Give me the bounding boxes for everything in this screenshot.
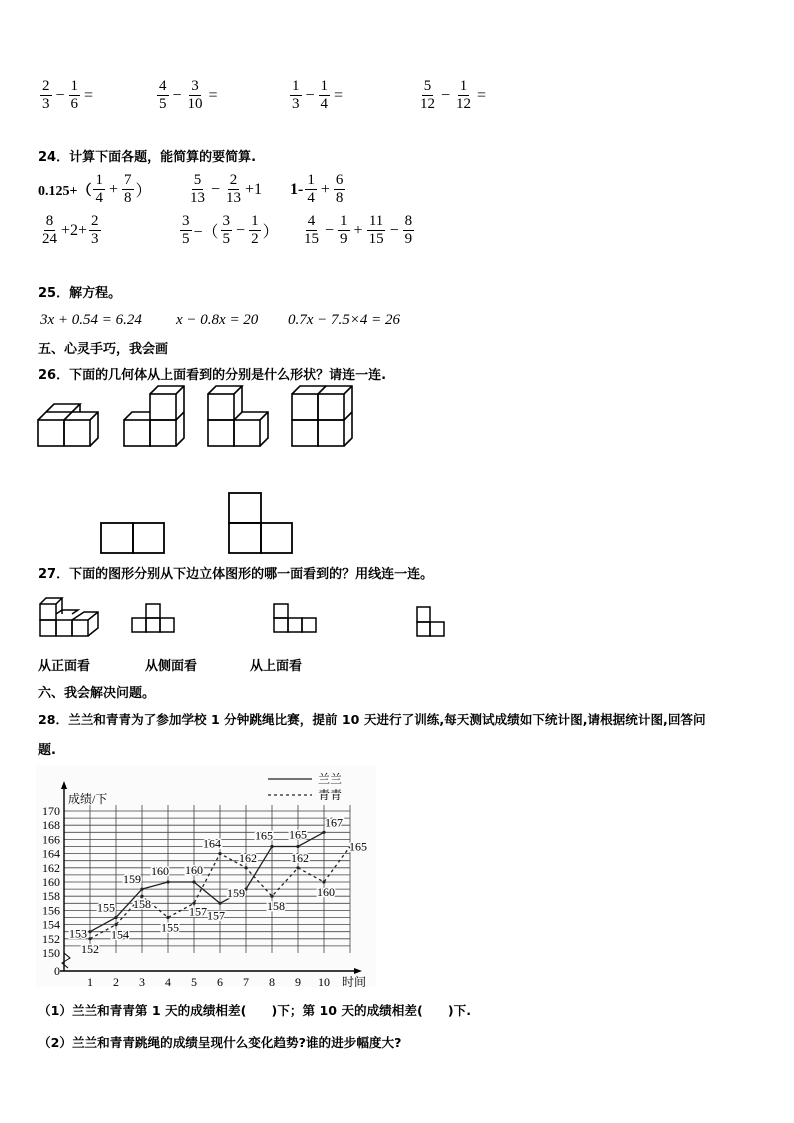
y-tick-label: 156 [42,903,60,918]
data-label: 167 [325,815,343,830]
y-tick-label: 152 [42,931,60,946]
y-tick-label-zero: 0 [54,964,60,978]
q25-title: 25．解方程。 [38,286,122,301]
data-point [270,895,273,898]
q26-top-views [98,490,298,556]
data-point [296,845,299,848]
x-tick-label: 10 [318,975,330,987]
fraction: $\frac{1}{6}$ [70,78,79,112]
q26-title: 26．下面的几何体从上面看到的分别是什么形状？请连一连. [38,368,387,383]
q24-expr-3: 1- $\frac{1}{4}$ + $\frac{6}{8}$ [290,172,344,206]
x-tick-label: 1 [87,975,93,987]
data-label: 165 [349,839,367,854]
q27-solid [40,598,98,636]
expr-2: $\frac{4}{5}$ − $\frac{3}{10}$ = [159,78,218,112]
equation-3: 0.7x − 7.5×4 = 26 [288,312,401,328]
x-tick-label: 2 [113,975,119,987]
axis-break [62,953,70,968]
q26-solids [34,385,364,455]
data-label: 155 [97,900,115,915]
data-point [114,923,117,926]
data-label: 160 [185,863,203,877]
data-point [218,852,221,855]
q27-view-2 [274,604,316,632]
q24-expr-4: $\frac{8}{24}$ +2+ $\frac{2}{3}$ [42,213,99,247]
section-5-heading: 五、心灵手巧，我会画 [38,342,169,357]
solid-4 [292,386,352,446]
q27-title: 27．下面的图形分别从下边立体图形的哪一面看到的？用线连一连。 [38,567,434,582]
q27-view-3 [417,607,444,636]
data-label: 159 [123,872,141,887]
q24-expr-5: $\frac{3}{5}$ −（ $\frac{3}{5}$ − $\frac{1}{2}$ ） [182,213,279,247]
data-label: 165 [289,827,307,842]
label-top-view: 从上面看 [250,659,303,674]
x-axis-label: 时间 [341,975,367,987]
q24-expr-6: $\frac{4}{15}$ − $\frac{1}{9}$ + $\frac{11}{15}$ − $\frac{8}{9}$ [304,213,413,247]
data-label: 157 [189,904,207,919]
data-label: 155 [161,920,179,935]
data-point [88,937,91,940]
data-point [114,916,117,919]
y-tick-label: 160 [42,875,60,889]
q24-title: 24．计算下面各题，能简算的要简算. [38,150,257,165]
data-point [270,845,273,848]
data-label: 158 [267,899,285,914]
y-tick-label: 170 [42,804,60,818]
q24-expr-1: 0.125+（ $\frac{1}{4}$ + $\frac{7}{8}$ ） [38,172,152,206]
data-point [296,866,299,869]
legend-label: 兰兰 [318,772,343,786]
y-axis-label: 成绩/下 [68,792,108,806]
equation-2: x − 0.8x = 20 [176,312,259,328]
data-label: 160 [151,864,169,878]
q24-expr-2: $\frac{5}{13}$ − $\frac{2}{13}$ +1 [190,172,263,206]
label-side-view: 从侧面看 [145,659,198,674]
x-tick-label: 6 [217,975,223,987]
x-axis-arrow [354,968,362,974]
label-front-view: 从正面看 [38,659,91,674]
q27-view-1 [132,604,174,632]
q28-sub-2: （2）兰兰和青青跳绳的成绩呈现什么变化趋势?谁的进步幅度大? [38,1035,402,1050]
y-tick-label: 162 [42,860,60,875]
data-label: 158 [133,897,151,912]
y-axis-arrow [61,781,67,789]
data-point [88,930,91,933]
equation-1: 3x + 0.54 = 6.24 [40,312,142,328]
data-label: 157 [207,908,225,923]
fraction: $\frac{2}{3}$ [42,78,50,112]
data-point [244,866,247,869]
q28-title-line-2: 题. [38,743,56,758]
x-tick-label: 4 [165,975,171,987]
y-tick-label: 166 [42,832,60,847]
solid-3 [208,386,268,446]
data-point [218,902,221,905]
solid-1 [38,404,98,446]
data-label: 160 [317,885,335,899]
data-point [140,888,143,891]
top-view-1 [101,523,164,553]
expr-3: $\frac{1}{3}$ − $\frac{1}{4}$ = [292,78,344,112]
q27-figures [36,592,456,642]
x-tick-label: 7 [243,975,249,987]
section-6-heading: 六、我会解决问题。 [38,686,156,701]
data-label: 164 [203,836,221,851]
y-tick-label: 158 [42,889,60,904]
data-label: 165 [255,828,273,843]
data-point [166,916,169,919]
data-point [322,880,325,883]
data-point [166,880,169,883]
y-tick-label: 150 [42,946,60,960]
data-label: 153 [69,926,87,941]
legend-label: 青青 [318,788,343,802]
top-view-2 [229,493,292,553]
solid-2 [124,386,184,446]
x-tick-label: 3 [139,975,145,987]
x-tick-label: 5 [191,975,197,987]
q28-title-line-1: 28．兰兰和青青为了参加学校 1 分钟跳绳比赛，提前 10 天进行了训练,每天测试成绩如下统计图,请根据统计图,回答问 [38,712,706,727]
q28-sub-1: （1）兰兰和青青第 1 天的成绩相差( )下；第 10 天的成绩相差( )下. [38,1003,472,1018]
data-point [192,880,195,883]
y-tick-label: 154 [42,917,60,932]
x-tick-label: 8 [269,975,275,987]
y-tick-label: 168 [42,818,60,833]
data-label: 162 [239,850,257,865]
data-label: 159 [227,886,245,901]
data-label: 162 [291,850,309,865]
expr-4: $\frac{5}{12}$ − $\frac{1}{12}$ = [420,78,487,112]
data-label: 152 [81,941,99,956]
expr-1: $\frac{2}{3}$ − $\frac{1}{6}$ = [42,78,94,112]
data-label: 154 [111,927,129,942]
data-point [322,831,325,834]
x-tick-label: 9 [295,975,301,987]
line-chart [36,765,376,987]
y-tick-label: 164 [42,846,60,861]
